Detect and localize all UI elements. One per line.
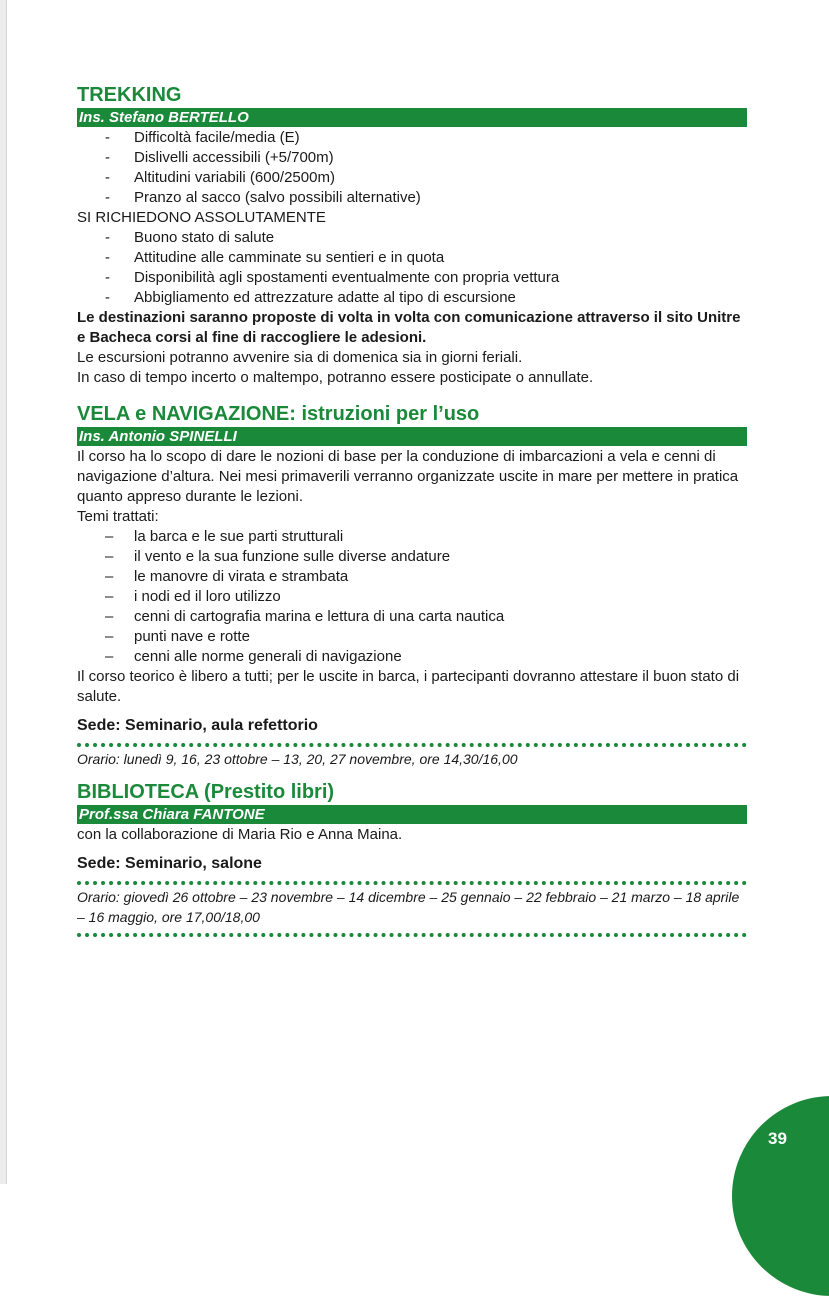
- page-edge: [0, 0, 7, 1184]
- list-item: – cenni alle norme generali di navigazione: [105, 648, 402, 665]
- topics-heading: Temi trattati:: [77, 508, 159, 525]
- list-item: - Pranzo al sacco (salvo possibili alternative): [105, 189, 421, 206]
- list-item: – le manovre di virata e strambata: [105, 568, 349, 585]
- dotted-divider: [77, 927, 747, 937]
- list-item: – la barca e le sue parti strutturali: [105, 528, 344, 545]
- dash-bullet: -: [105, 289, 110, 306]
- dash-bullet: –: [105, 588, 114, 605]
- dash-bullet: -: [105, 169, 110, 186]
- dash-bullet: –: [105, 568, 114, 585]
- vela-title: VELA e NAVIGAZIONE: istruzioni per l’uso: [77, 403, 480, 425]
- dash-bullet: -: [105, 189, 110, 206]
- trekking-note-days: Le escursioni potranno avvenire sia di domenica sia in giorni feriali.: [77, 349, 523, 366]
- biblioteca-collab: con la collaborazione di Maria Rio e Anna Maina.: [77, 826, 403, 843]
- list-item: – punti nave e rotte: [105, 628, 250, 645]
- dash-bullet: -: [105, 229, 110, 246]
- list-item: - Abbigliamento ed attrezzature adatte al tipo di escursione: [105, 289, 516, 306]
- dash-bullet: -: [105, 249, 110, 266]
- trekking-features-list: [77, 128, 747, 208]
- dotted-divider: [77, 737, 747, 747]
- list-item: - Dislivelli accessibili (+5/700m): [105, 149, 334, 166]
- trekking-instructor: Ins. Stefano BERTELLO: [77, 108, 747, 127]
- trekking-title: TREKKING: [77, 84, 182, 106]
- dotted-divider: [77, 875, 747, 885]
- list-item: - Attitudine alle camminate su sentieri e in quota: [105, 249, 445, 266]
- dash-bullet: –: [105, 528, 114, 545]
- dash-bullet: –: [105, 608, 114, 625]
- vela-topics-list: [77, 527, 747, 667]
- list-item: – il vento e la sua funzione sulle diverse andature: [105, 548, 451, 565]
- list-item: - Buono stato di salute: [105, 229, 275, 246]
- dash-bullet: –: [105, 648, 114, 665]
- requirements-heading: SI RICHIEDONO ASSOLUTAMENTE: [77, 209, 326, 226]
- dash-bullet: -: [105, 269, 110, 286]
- vela-intro: Il corso ha lo scopo di dare le nozioni di base per la conduzione di imbarcazioni a vela e cenni di navigazione d’altura. Nei mesi primaverili verranno organizzate uscite in mare per mettere in pratica quanto appreso durante le lezioni.: [77, 448, 739, 505]
- page-number-badge: [732, 1096, 829, 1296]
- trekking-requirements-list: [77, 228, 747, 308]
- list-item: - Difficoltà facile/media (E): [105, 129, 300, 146]
- dash-bullet: -: [105, 149, 110, 166]
- vela-orario: Orario: lunedì 9, 16, 23 ottobre – 13, 20, 27 novembre, ore 14,30/16,00: [77, 751, 518, 767]
- list-item: – i nodi ed il loro utilizzo: [105, 588, 281, 605]
- dash-bullet: -: [105, 129, 110, 146]
- list-item: - Disponibilità agli spostamenti eventualmente con propria vettura: [105, 269, 560, 286]
- dash-bullet: –: [105, 548, 114, 565]
- biblioteca-instructor: Prof.ssa Chiara FANTONE: [77, 805, 747, 824]
- biblioteca-title: BIBLIOTECA (Prestito libri): [77, 781, 335, 803]
- list-item: – cenni di cartografia marina e lettura di una carta nautica: [105, 608, 505, 625]
- trekking-bold-note: Le destinazioni saranno proposte di volta in volta con comunicazione attraverso il sito Unitre e Bacheca corsi al fine di raccogliere le adesioni.: [77, 309, 741, 346]
- page-content: [77, 82, 747, 937]
- dash-bullet: –: [105, 628, 114, 645]
- page-number: 39: [768, 1129, 787, 1148]
- vela-sede: Sede: Seminario, aula refettorio: [77, 717, 318, 734]
- biblioteca-sede: Sede: Seminario, salone: [77, 855, 262, 872]
- vela-closing: Il corso teorico è libero a tutti; per le uscite in barca, i partecipanti dovranno attestare il buon stato di salute.: [77, 668, 740, 705]
- vela-instructor: Ins. Antonio SPINELLI: [77, 427, 747, 446]
- list-item: - Altitudini variabili (600/2500m): [105, 169, 335, 186]
- biblioteca-orario: Orario: giovedì 26 ottobre – 23 novembre – 14 dicembre – 25 gennaio – 22 febbraio – 21 marzo – 18 aprile – 16 maggio, ore 17,00/18,00: [77, 889, 740, 925]
- trekking-note-weather: In caso di tempo incerto o maltempo, potranno essere posticipate o annullate.: [77, 369, 594, 386]
